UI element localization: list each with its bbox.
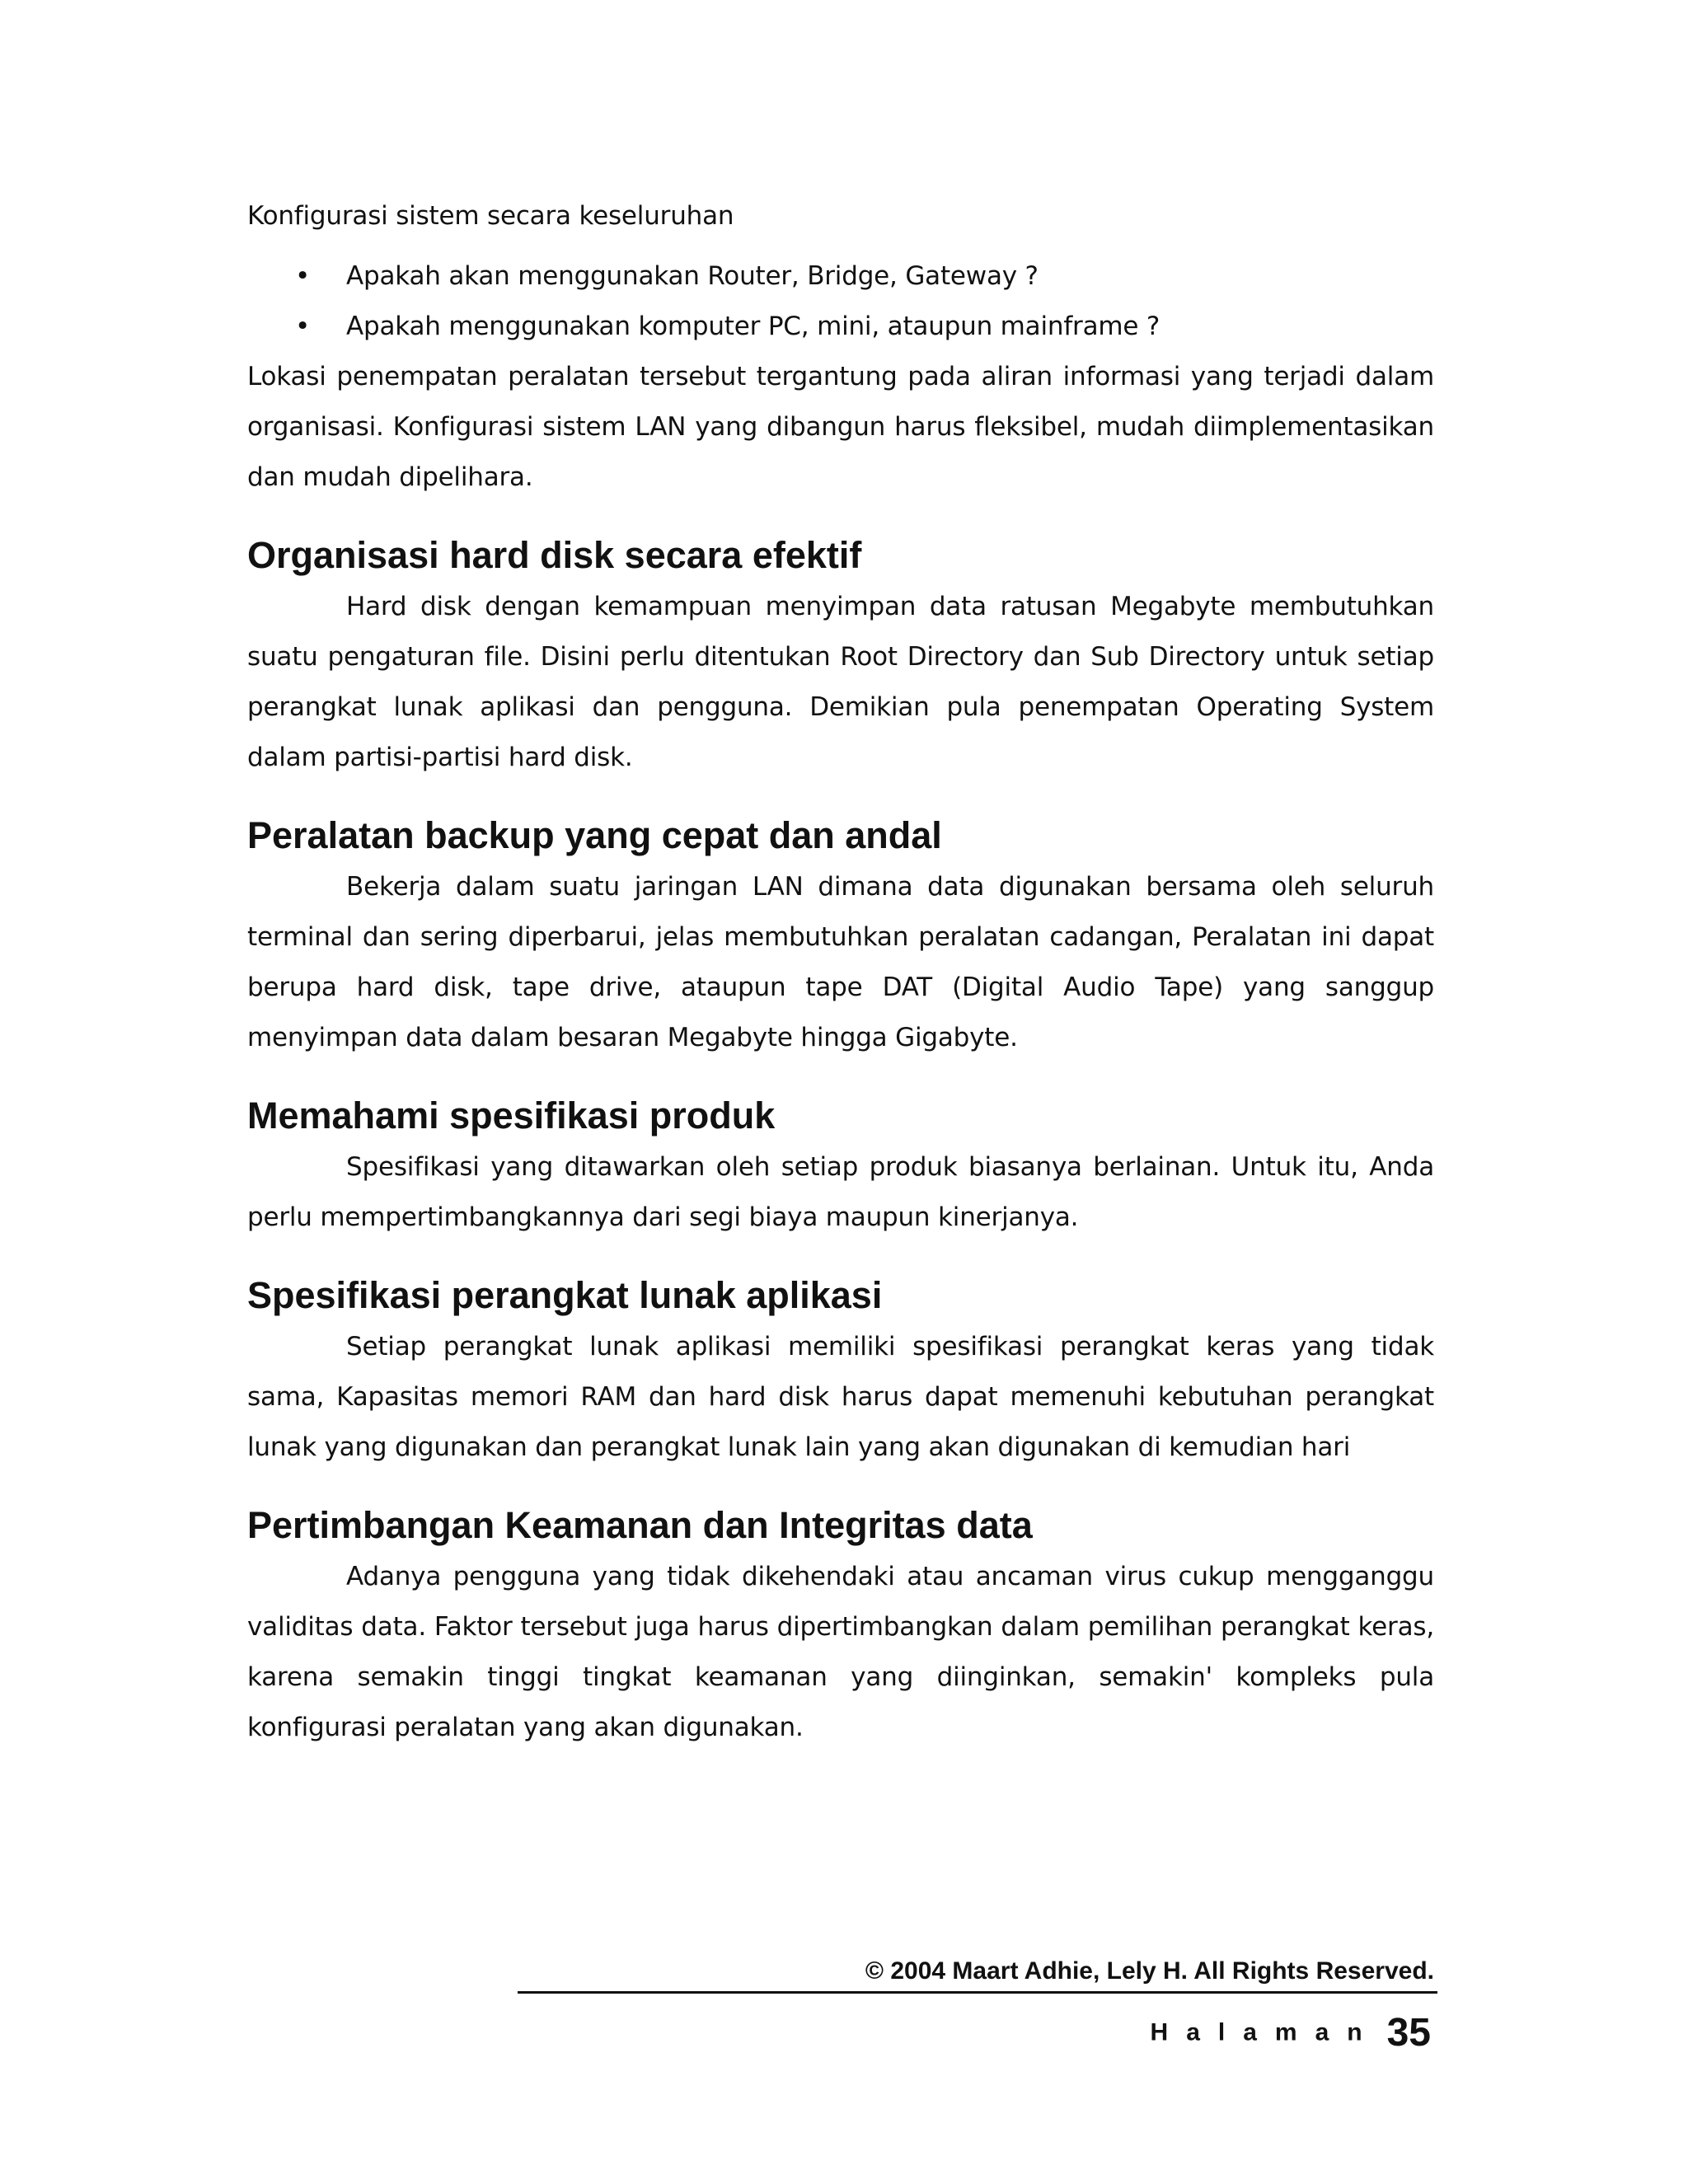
section-body: Adanya pengguna yang tidak dikehendaki atau ancaman virus cukup mengganggu validitas data. Faktor tersebut juga harus dipertimbangkan dalam pemilihan perangkat keras, karena semakin tinggi tingkat keamanan yang diinginkan, semakin' kompleks pula konfigurasi peralatan yang akan digunakan. bbox=[247, 1562, 1434, 1742]
intro-heading: Konfigurasi sistem secara keseluruhan bbox=[247, 201, 734, 231]
section-title: Organisasi hard disk secara efektif bbox=[247, 534, 862, 576]
section-software-spec bbox=[247, 1269, 1434, 1473]
section-title: Pertimbangan Keamanan dan Integritas data bbox=[247, 1504, 1033, 1546]
section-backup bbox=[247, 809, 1434, 1063]
copyright-notice: © 2004 Maart Adhie, Lely H. All Rights Reserved. bbox=[865, 1957, 1434, 1985]
section-product-spec bbox=[247, 1090, 1434, 1243]
intro-bullet-list bbox=[247, 251, 1434, 352]
intro-paragraph: Lokasi penempatan peralatan tersebut tergantung pada aliran informasi yang terjadi dalam organisasi. Konfigurasi sistem LAN yang dibangun harus fleksibel, mudah diimplementasikan dan mudah dipelihara. bbox=[247, 362, 1434, 492]
section-title: Memahami spesifikasi produk bbox=[247, 1094, 776, 1137]
bullet-icon: • bbox=[295, 312, 311, 341]
section-body: Setiap perangkat lunak aplikasi memiliki spesifikasi perangkat keras yang tidak sama, Kapasitas memori RAM dan hard disk harus dapat memenuhi kebutuhan perangkat lunak yang digunakan dan perangkat lunak lain yang akan digunakan di kemudian hari bbox=[247, 1332, 1434, 1462]
list-item bbox=[247, 251, 1434, 302]
page-label: Halaman bbox=[1150, 2018, 1381, 2046]
list-item-text: Apakah akan menggunakan Router, Bridge, Gateway ? bbox=[346, 261, 1039, 291]
section-title: Spesifikasi perangkat lunak aplikasi bbox=[247, 1274, 883, 1316]
section-title: Peralatan backup yang cepat dan andal bbox=[247, 814, 942, 856]
page-indicator bbox=[518, 2010, 1437, 2055]
section-body: Bekerja dalam suatu jaringan LAN dimana data digunakan bersama oleh seluruh terminal dan sering diperbarui, jelas membutuhkan peralatan cadangan, Peralatan ini dapat berupa hard disk, tape drive, ataupun tape DAT (Digital Audio Tape) yang sanggup menyimpan data dalam besaran Megabyte hingga Gigabyte. bbox=[247, 872, 1434, 1052]
section-hard-disk bbox=[247, 529, 1434, 783]
bullet-icon: • bbox=[295, 261, 311, 291]
footer-divider bbox=[518, 1991, 1437, 1994]
list-item bbox=[247, 302, 1434, 352]
page-number: 35 bbox=[1386, 2011, 1431, 2055]
section-body: Spesifikasi yang ditawarkan oleh setiap produk biasanya berlainan. Untuk itu, Anda perlu mempertimbangkannya dari segi biaya maupun kinerjanya. bbox=[247, 1152, 1434, 1232]
list-item-text: Apakah menggunakan komputer PC, mini, ataupun mainframe ? bbox=[346, 312, 1160, 341]
document-page bbox=[247, 191, 1434, 1779]
page-footer bbox=[518, 1955, 1437, 2055]
section-security bbox=[247, 1499, 1434, 1753]
section-body: Hard disk dengan kemampuan menyimpan data ratusan Megabyte membutuhkan suatu pengaturan file. Disini perlu ditentukan Root Directory dan Sub Directory untuk setiap perangkat lunak aplikasi dan pengguna. Demikian pula penempatan Operating System dalam partisi-partisi hard disk. bbox=[247, 592, 1434, 772]
